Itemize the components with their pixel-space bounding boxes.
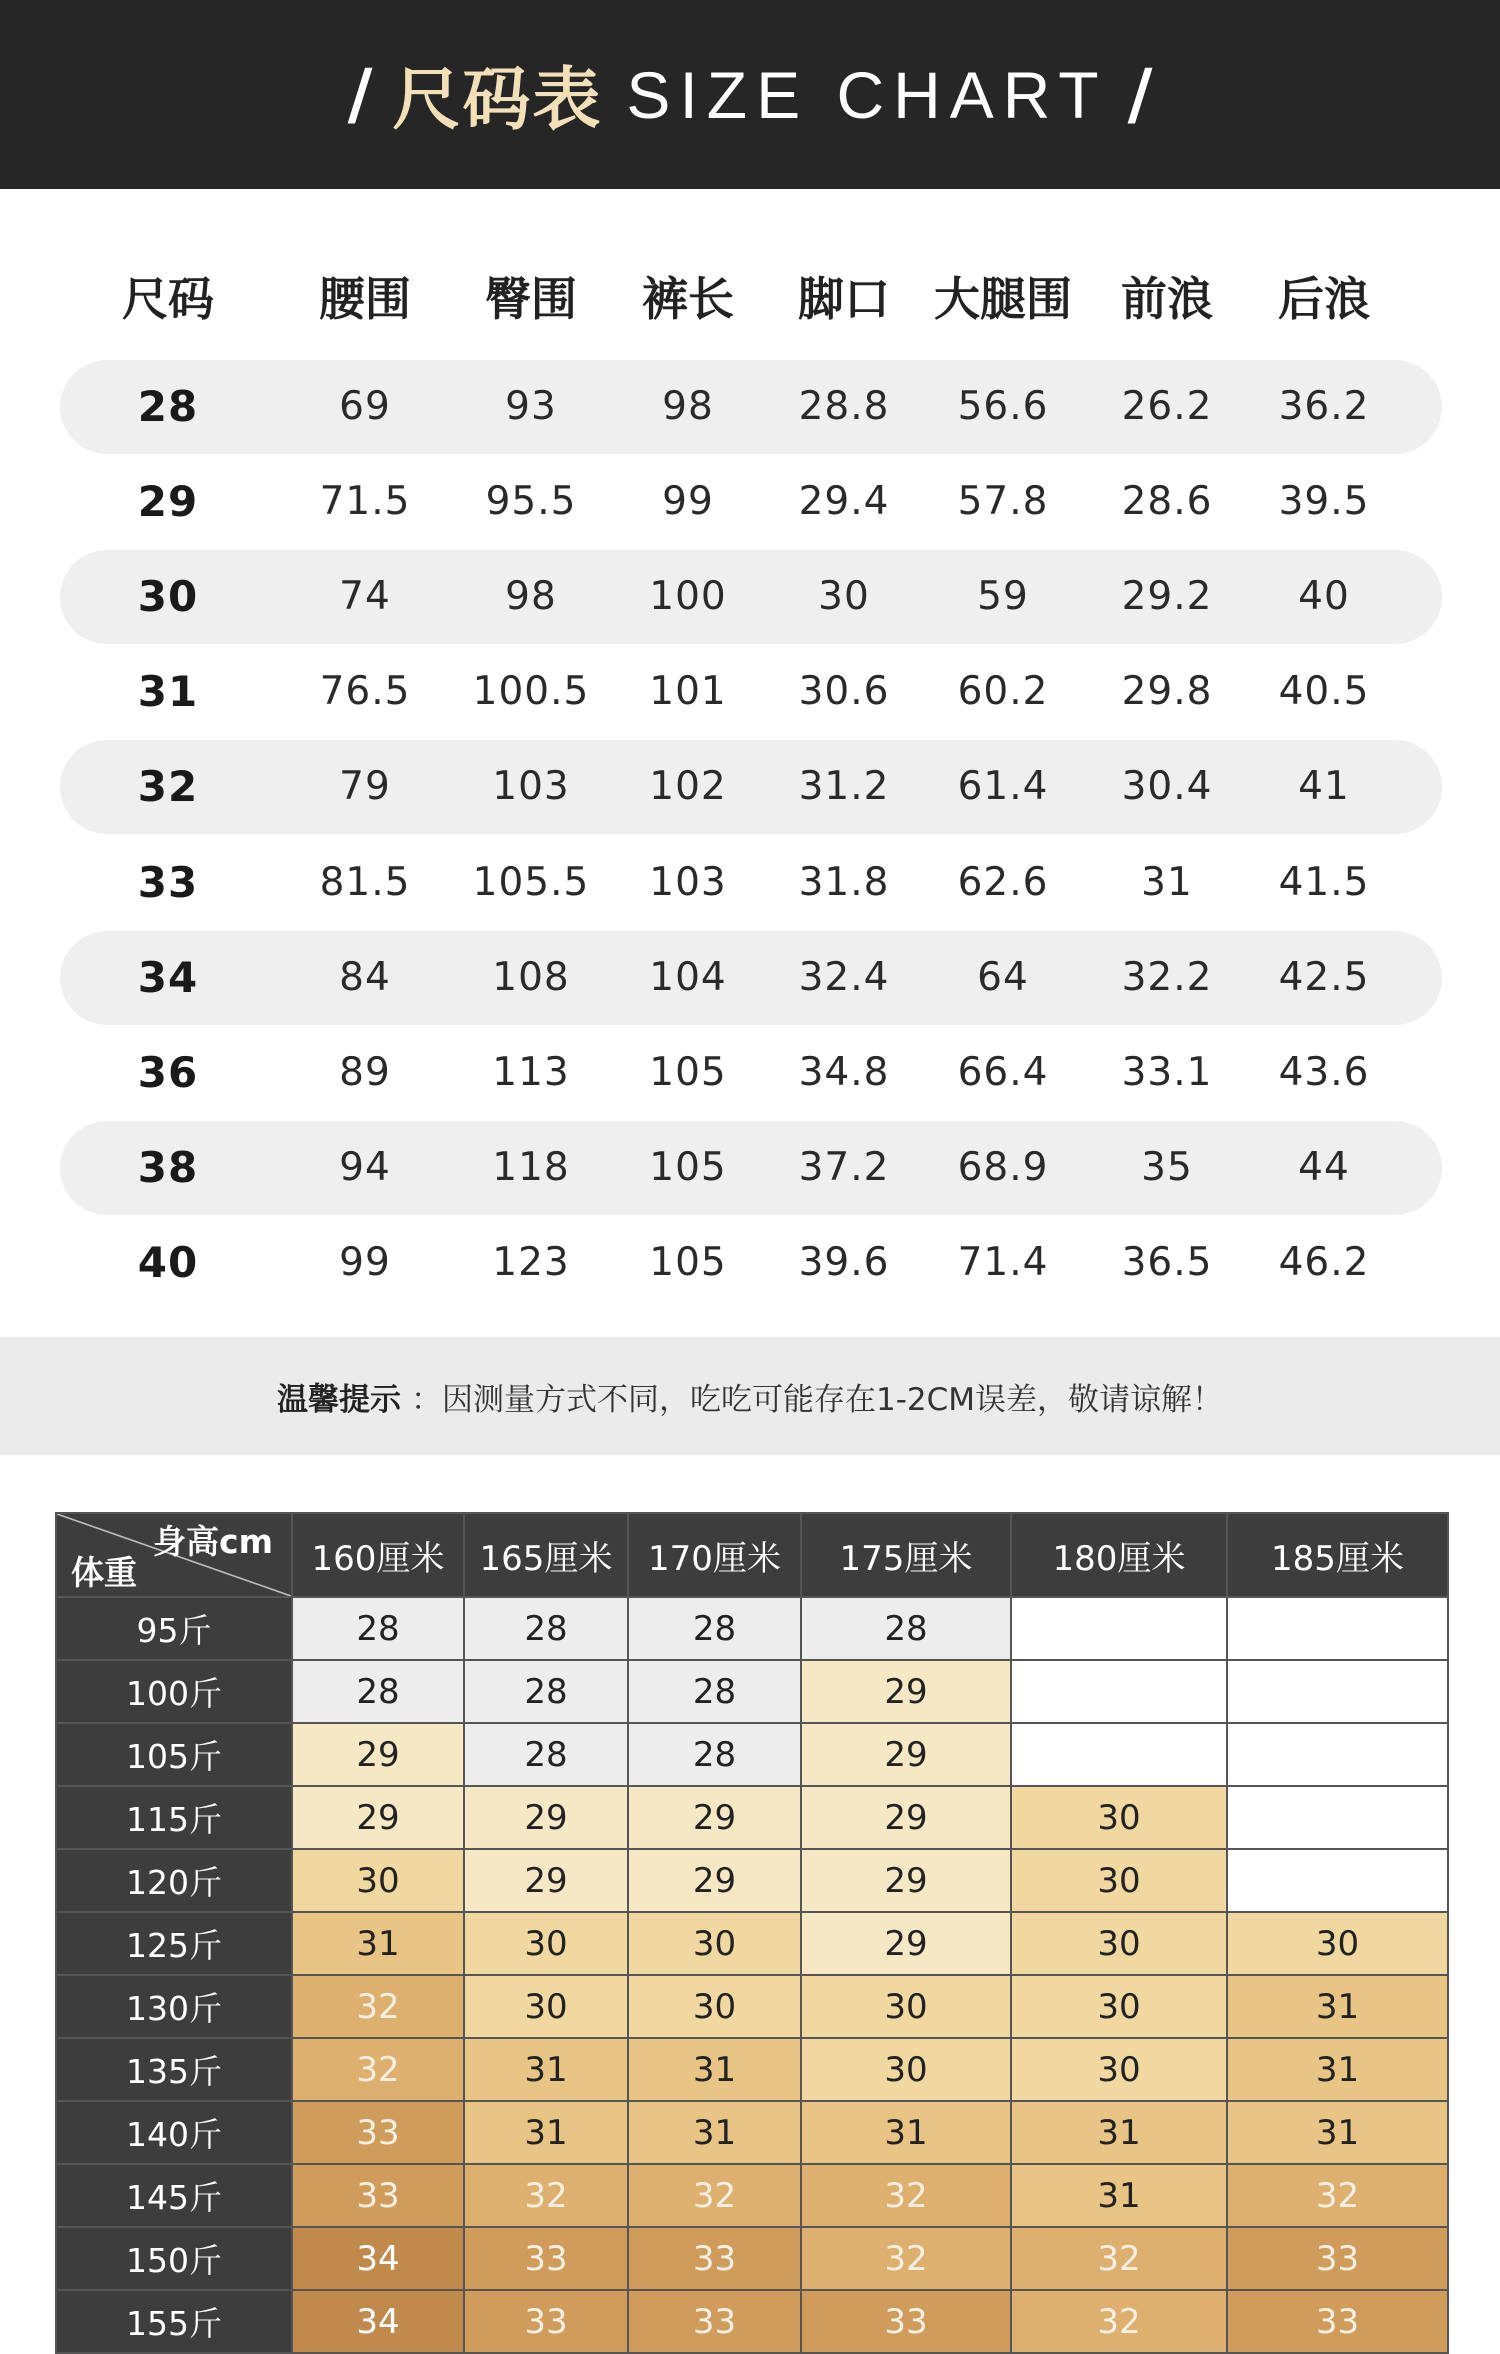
recommended-size-value: 30 (1097, 1923, 1141, 1964)
weight-row-header: 145斤 (56, 2164, 292, 2227)
measurement-cell: 39.6 (798, 1240, 890, 1285)
recommendation-grid (55, 1512, 1447, 2354)
size-col-header: 前浪 (1121, 272, 1213, 326)
grid-row (56, 1975, 1448, 2038)
header-title-cn: 尺码表 (392, 61, 603, 140)
measurement-cell: 100.5 (472, 669, 590, 714)
grid-row (56, 1786, 1448, 1849)
recommended-size-cell (292, 2101, 464, 2164)
size-label-cell: 34 (137, 953, 199, 1002)
measurement-cell: 33.1 (1121, 1050, 1213, 1095)
recommended-size-value: 29 (524, 1797, 568, 1838)
measurement-cell: 93 (505, 384, 557, 429)
recommended-size-value: 28 (692, 1608, 737, 1649)
recommended-size-cell (1011, 1912, 1227, 1975)
recommended-size-value: 30 (692, 1986, 737, 2027)
grid-header-row (56, 1513, 1448, 1597)
measurement-cell: 69 (339, 384, 391, 429)
grid-row (56, 2164, 1448, 2227)
size-col-header: 脚口 (798, 272, 890, 326)
tip-text: ：因测量方式不同，吃吃可能存在1-2CM误差，敬请谅解！ (410, 1381, 1224, 1418)
recommended-size-value: 29 (884, 1860, 928, 1901)
recommended-size-value: 29 (692, 1797, 737, 1838)
recommended-size-value: 33 (524, 2301, 568, 2342)
measurement-cell: 105 (649, 1240, 727, 1285)
size-table-row (60, 1026, 1442, 1120)
measurement-cell: 29.2 (1121, 574, 1213, 619)
empty-cell (1011, 1723, 1227, 1786)
measurement-cell: 57.8 (957, 479, 1049, 524)
recommended-size-cell (1011, 2101, 1227, 2164)
recommended-size-value: 32 (356, 1986, 400, 2027)
recommended-size-value: 29 (884, 1671, 928, 1712)
recommended-size-cell (628, 1975, 801, 2038)
size-table-row (60, 836, 1442, 930)
size-col-header: 腰围 (319, 272, 411, 326)
size-label-cell: 32 (137, 762, 199, 811)
recommended-size-cell (292, 1912, 464, 1975)
recommended-size-value: 32 (1315, 2175, 1360, 2216)
recommended-size-cell (801, 1723, 1011, 1786)
recommended-size-cell (292, 1975, 464, 2038)
recommended-size-value: 31 (1315, 2112, 1360, 2153)
recommended-size-value: 30 (1315, 1923, 1360, 1964)
recommended-size-cell (1011, 1975, 1227, 2038)
grid-corner-cell (56, 1513, 292, 1597)
height-col-header: 180厘米 (1011, 1513, 1227, 1597)
measurement-cell: 100 (649, 574, 727, 619)
recommended-size-value: 31 (1315, 1986, 1360, 2027)
height-col-header: 185厘米 (1227, 1513, 1448, 1597)
recommended-size-cell (801, 1597, 1011, 1660)
measurement-cell: 66.4 (957, 1050, 1049, 1095)
measurement-cell: 95.5 (485, 479, 577, 524)
recommended-size-cell (801, 2164, 1011, 2227)
grid-row (56, 1849, 1448, 1912)
measurement-cell: 59 (977, 574, 1029, 619)
recommended-size-cell (628, 1723, 801, 1786)
recommended-size-cell (292, 1660, 464, 1723)
recommended-size-cell (1011, 2038, 1227, 2101)
recommended-size-value: 30 (356, 1860, 400, 1901)
measurement-cell: 44 (1298, 1145, 1350, 1190)
recommended-size-cell (292, 2038, 464, 2101)
recommended-size-cell (628, 2164, 801, 2227)
recommended-size-value: 32 (524, 2175, 568, 2216)
recommended-size-cell (1011, 1849, 1227, 1912)
recommended-size-value: 33 (1315, 2301, 1360, 2342)
grid-row (56, 2227, 1448, 2290)
size-table-row (60, 645, 1442, 739)
measurement-cell: 43.6 (1278, 1050, 1370, 1095)
recommended-size-cell (801, 2227, 1011, 2290)
recommended-size-value: 31 (1097, 2112, 1141, 2153)
empty-cell (1227, 1723, 1448, 1786)
size-table-row (60, 740, 1442, 834)
recommended-size-value: 33 (692, 2238, 737, 2279)
measurement-cell: 98 (505, 574, 557, 619)
measurement-cell: 41 (1298, 764, 1350, 809)
weight-row-header: 155斤 (56, 2290, 292, 2353)
grid-body (56, 1597, 1448, 2353)
recommended-size-value: 31 (692, 2112, 737, 2153)
recommended-size-value: 28 (524, 1734, 568, 1775)
measurement-cell: 30.6 (798, 669, 890, 714)
measurement-cell: 71.5 (319, 479, 411, 524)
size-label-cell: 28 (137, 382, 199, 431)
recommended-size-cell (1011, 1786, 1227, 1849)
recommended-size-cell (1011, 2164, 1227, 2227)
tip-banner (0, 1337, 1500, 1455)
size-table-row (60, 360, 1442, 454)
measurement-cell: 123 (492, 1240, 570, 1285)
grid-row (56, 2038, 1448, 2101)
measurement-cell: 118 (492, 1145, 570, 1190)
recommended-size-cell (292, 2227, 464, 2290)
measurement-cell: 36.2 (1278, 384, 1370, 429)
measurement-cell: 37.2 (798, 1145, 890, 1190)
recommended-size-cell (464, 1660, 628, 1723)
recommended-size-cell (464, 2038, 628, 2101)
measurement-cell: 105 (649, 1145, 727, 1190)
size-col-header: 尺码 (122, 272, 214, 326)
weight-row-header: 130斤 (56, 1975, 292, 2038)
recommended-size-cell (801, 1660, 1011, 1723)
recommended-size-value: 29 (884, 1923, 928, 1964)
recommended-size-value: 32 (884, 2238, 928, 2279)
measurement-cell: 46.2 (1278, 1240, 1370, 1285)
recommended-size-value: 31 (524, 2049, 568, 2090)
recommended-size-value: 32 (692, 2175, 737, 2216)
recommended-size-value: 29 (524, 1860, 568, 1901)
recommended-size-cell (801, 2038, 1011, 2101)
header-slash-left: / (347, 55, 373, 134)
size-table-row (60, 455, 1442, 549)
size-col-header: 大腿围 (934, 272, 1072, 326)
measurement-cell: 94 (339, 1145, 391, 1190)
recommended-size-cell (1227, 2101, 1448, 2164)
recommended-size-value: 29 (692, 1860, 737, 1901)
measurement-cell: 71.4 (957, 1240, 1049, 1285)
recommended-size-cell (464, 2227, 628, 2290)
weight-row-header: 140斤 (56, 2101, 292, 2164)
recommended-size-value: 28 (356, 1608, 400, 1649)
measurement-cell: 30 (818, 574, 870, 619)
recommended-size-value: 29 (884, 1797, 928, 1838)
measurement-cell: 102 (649, 764, 727, 809)
recommended-size-cell (628, 1660, 801, 1723)
weight-row-header: 150斤 (56, 2227, 292, 2290)
weight-row-header: 95斤 (56, 1597, 292, 1660)
weight-row-header: 120斤 (56, 1849, 292, 1912)
measurement-cell: 105 (649, 1050, 727, 1095)
header-banner (0, 0, 1500, 189)
measurement-cell: 40.5 (1278, 669, 1370, 714)
measurement-cell: 108 (492, 955, 570, 1000)
recommended-size-value: 30 (884, 2049, 928, 2090)
tip-label: 温馨提示 (276, 1381, 401, 1418)
recommended-size-cell (464, 1786, 628, 1849)
measurement-cell: 99 (662, 479, 714, 524)
recommended-size-cell (1011, 2227, 1227, 2290)
recommended-size-value: 33 (356, 2175, 400, 2216)
measurement-cell: 29.8 (1121, 669, 1213, 714)
weight-row-header: 115斤 (56, 1786, 292, 1849)
measurement-cell: 36.5 (1121, 1240, 1213, 1285)
corner-height-label: 身高cm (153, 1522, 273, 1561)
grid-row (56, 1660, 1448, 1723)
measurement-cell: 104 (649, 955, 727, 1000)
grid-row (56, 1597, 1448, 1660)
recommended-size-cell (1227, 1912, 1448, 1975)
measurement-cell: 60.2 (957, 669, 1049, 714)
grid-row (56, 2101, 1448, 2164)
size-table-row (60, 1216, 1442, 1310)
recommended-size-value: 33 (356, 2112, 400, 2153)
measurement-cell: 30.4 (1121, 764, 1213, 809)
recommended-size-cell (464, 1597, 628, 1660)
recommended-size-value: 31 (524, 2112, 568, 2153)
recommended-size-cell (464, 2101, 628, 2164)
recommended-size-value: 30 (1097, 2049, 1141, 2090)
recommended-size-value: 33 (884, 2301, 928, 2342)
recommended-size-value: 33 (524, 2238, 568, 2279)
size-label-cell: 38 (137, 1143, 199, 1192)
recommended-size-value: 29 (356, 1734, 400, 1775)
measurement-cell: 35 (1141, 1145, 1193, 1190)
recommended-size-value: 28 (884, 1608, 928, 1649)
recommended-size-value: 29 (884, 1734, 928, 1775)
measurement-cell: 41.5 (1278, 860, 1370, 905)
recommended-size-cell (628, 1597, 801, 1660)
recommended-size-cell (628, 1786, 801, 1849)
weight-row-header: 100斤 (56, 1660, 292, 1723)
recommended-size-cell (464, 1849, 628, 1912)
empty-cell (1011, 1660, 1227, 1723)
size-label-cell: 40 (137, 1238, 199, 1287)
size-label-cell: 33 (137, 858, 199, 907)
size-label-cell: 29 (137, 477, 199, 526)
recommended-size-value: 28 (692, 1671, 737, 1712)
recommended-size-value: 32 (1097, 2238, 1141, 2279)
measurement-cell: 29.4 (798, 479, 890, 524)
grid-row (56, 1723, 1448, 1786)
measurement-cell: 34.8 (798, 1050, 890, 1095)
recommended-size-value: 31 (884, 2112, 928, 2153)
measurement-cell: 31.8 (798, 860, 890, 905)
size-table-row (60, 931, 1442, 1025)
recommended-size-cell (464, 1912, 628, 1975)
measurement-cell: 103 (492, 764, 570, 809)
recommended-size-cell (801, 1786, 1011, 1849)
size-table-row (60, 1121, 1442, 1215)
measurement-cell: 32.4 (798, 955, 890, 1000)
measurement-cell: 113 (492, 1050, 570, 1095)
measurement-cell: 98 (662, 384, 714, 429)
size-table-header (0, 189, 1500, 389)
recommended-size-value: 33 (692, 2301, 737, 2342)
recommended-size-cell (292, 1786, 464, 1849)
recommended-size-value: 30 (1097, 1797, 1141, 1838)
recommended-size-value: 30 (1097, 1860, 1141, 1901)
recommended-size-value: 30 (524, 1986, 568, 2027)
recommended-size-value: 30 (524, 1923, 568, 1964)
measurement-cell: 99 (339, 1240, 391, 1285)
recommended-size-value: 33 (1315, 2238, 1360, 2279)
empty-cell (1227, 1597, 1448, 1660)
measurement-cell: 79 (339, 764, 391, 809)
recommended-size-value: 31 (356, 1923, 400, 1964)
height-col-header: 175厘米 (801, 1513, 1011, 1597)
recommended-size-value: 31 (692, 2049, 737, 2090)
grid-row (56, 1912, 1448, 1975)
header-title-en: SIZE CHART (626, 57, 1108, 132)
recommended-size-cell (801, 1975, 1011, 2038)
measurement-cell: 64 (977, 955, 1029, 1000)
recommended-size-value: 28 (524, 1671, 568, 1712)
recommended-size-cell (628, 1849, 801, 1912)
weight-height-table (55, 1512, 1449, 2354)
recommended-size-cell (628, 2038, 801, 2101)
recommended-size-value: 34 (356, 2301, 400, 2342)
recommended-size-cell (1227, 2227, 1448, 2290)
corner-weight-label: 体重 (71, 1553, 137, 1592)
measurement-cell: 76.5 (319, 669, 411, 714)
height-col-header: 170厘米 (628, 1513, 801, 1597)
measurement-cell: 39.5 (1278, 479, 1370, 524)
empty-cell (1011, 1597, 1227, 1660)
height-col-header: 160厘米 (292, 1513, 464, 1597)
size-col-header: 裤长 (642, 272, 734, 326)
recommended-size-value: 31 (1097, 2175, 1141, 2216)
measurement-cell: 103 (649, 860, 727, 905)
weight-row-header: 125斤 (56, 1912, 292, 1975)
recommended-size-cell (801, 1849, 1011, 1912)
recommended-size-value: 32 (1097, 2301, 1141, 2342)
recommended-size-value: 34 (356, 2238, 400, 2279)
measurement-cell: 62.6 (957, 860, 1049, 905)
size-col-header: 臀围 (485, 272, 577, 326)
measurement-cell: 68.9 (957, 1145, 1049, 1190)
measurement-cell: 28.8 (798, 384, 890, 429)
recommended-size-cell (464, 1723, 628, 1786)
size-table-row (60, 550, 1442, 644)
recommended-size-cell (628, 2227, 801, 2290)
recommended-size-cell (801, 1912, 1011, 1975)
measurement-cell: 31 (1141, 860, 1193, 905)
recommended-size-cell (1227, 2038, 1448, 2101)
measurement-cell: 40 (1298, 574, 1350, 619)
recommended-size-value: 32 (356, 2049, 400, 2090)
empty-cell (1227, 1786, 1448, 1849)
measurement-cell: 42.5 (1278, 955, 1370, 1000)
header-slash-right: / (1127, 55, 1153, 134)
recommended-size-cell (292, 2164, 464, 2227)
height-col-header: 165厘米 (464, 1513, 628, 1597)
size-label-cell: 36 (137, 1048, 199, 1097)
recommended-size-value: 28 (356, 1671, 400, 1712)
measurement-cell: 31.2 (798, 764, 890, 809)
recommended-size-cell (801, 2101, 1011, 2164)
recommended-size-value: 30 (884, 1986, 928, 2027)
recommended-size-value: 29 (356, 1797, 400, 1838)
recommended-size-cell (1227, 1975, 1448, 2038)
measurement-cell: 61.4 (957, 764, 1049, 809)
recommended-size-cell (1227, 2164, 1448, 2227)
measurement-cell: 74 (339, 574, 391, 619)
measurement-cell: 81.5 (319, 860, 411, 905)
recommended-size-cell (628, 1912, 801, 1975)
recommended-size-value: 31 (1315, 2049, 1360, 2090)
measurement-cell: 32.2 (1121, 955, 1213, 1000)
measurement-cell: 56.6 (957, 384, 1049, 429)
recommended-size-cell (464, 1975, 628, 2038)
recommended-size-value: 28 (524, 1608, 568, 1649)
empty-cell (1227, 1849, 1448, 1912)
weight-row-header: 135斤 (56, 2038, 292, 2101)
measurement-cell: 105.5 (472, 860, 590, 905)
size-col-header: 后浪 (1278, 272, 1370, 326)
recommended-size-value: 30 (1097, 1986, 1141, 2027)
size-label-cell: 30 (137, 572, 199, 621)
recommended-size-value: 32 (884, 2175, 928, 2216)
recommended-size-value: 30 (692, 1923, 737, 1964)
recommended-size-cell (628, 2101, 801, 2164)
recommended-size-cell (292, 1849, 464, 1912)
size-label-cell: 31 (137, 667, 199, 716)
measurement-cell: 26.2 (1121, 384, 1213, 429)
measurement-cell: 89 (339, 1050, 391, 1095)
measurement-cell: 28.6 (1121, 479, 1213, 524)
recommended-size-cell (292, 1723, 464, 1786)
measurement-cell: 84 (339, 955, 391, 1000)
recommended-size-cell (464, 2164, 628, 2227)
weight-row-header: 105斤 (56, 1723, 292, 1786)
recommended-size-value: 28 (692, 1734, 737, 1775)
measurement-cell: 101 (649, 669, 727, 714)
empty-cell (1227, 1660, 1448, 1723)
recommended-size-cell (292, 1597, 464, 1660)
